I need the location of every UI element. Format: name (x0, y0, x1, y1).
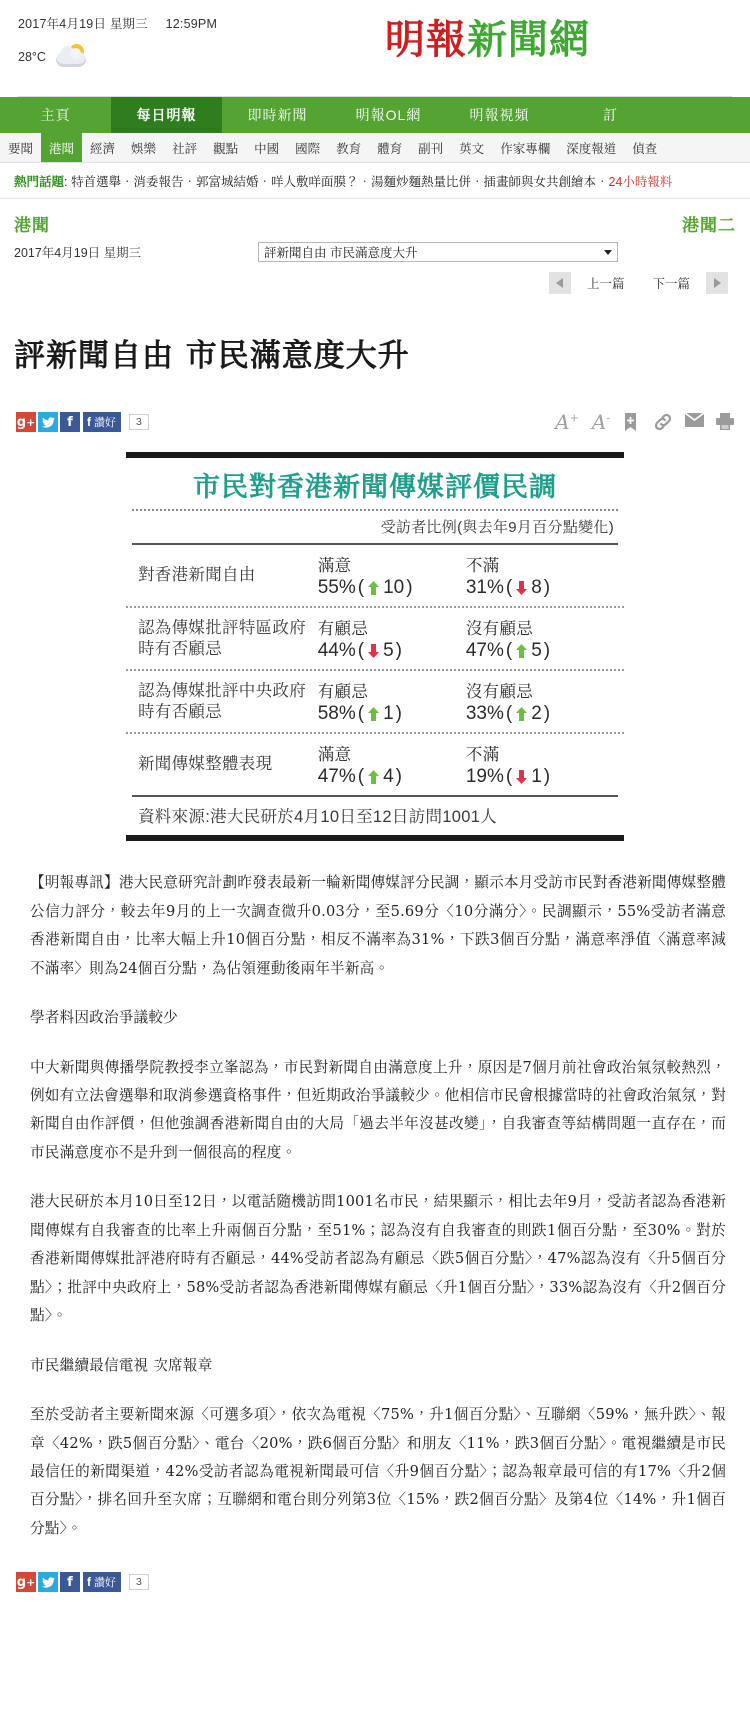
article-subheading: 學者料因政治爭議較少 (30, 1009, 178, 1027)
page-title: 評新聞自由 市民滿意度大升 (14, 337, 410, 374)
cell-value: 31% (465, 577, 504, 599)
site-logo[interactable] (385, 8, 590, 65)
hot-topics-highlight[interactable]: 24小時報料 (608, 175, 673, 189)
cell-change: 8 (531, 577, 542, 599)
cell-value-group (466, 577, 614, 599)
dateline (18, 14, 732, 32)
facebook-like-label: 讚好 (94, 417, 116, 430)
row-right-cell (466, 552, 614, 599)
facebook-icon[interactable]: f (60, 1572, 80, 1592)
article-select-value: 評新聞自由 市民滿意度大升 (264, 246, 418, 260)
cell-value-group (466, 766, 614, 788)
next-article-link[interactable]: 下一篇 (652, 277, 690, 291)
twitter-bird-glyph (42, 1577, 55, 1588)
google-plus-icon[interactable]: g + (16, 412, 36, 432)
nav-item-ol[interactable]: 明報OL網 (355, 107, 422, 123)
arrow-up-icon (368, 770, 379, 784)
chevron-down-icon (604, 250, 612, 255)
arrow-up-icon (368, 581, 379, 595)
cell-change: 2 (531, 703, 542, 725)
article-tools (555, 410, 734, 434)
subnav-item-economy[interactable]: 經濟 (90, 141, 116, 156)
facebook-f-icon: f (87, 415, 91, 430)
section-header (0, 199, 750, 238)
subnav-item-english[interactable]: 英文 (459, 141, 485, 156)
cell-paren-open: ( (357, 640, 365, 662)
row-category: 認為傳媒批評中央政府時有否顧忌 (138, 682, 306, 721)
article-select-dropdown[interactable] (258, 242, 618, 262)
share-count-badge: 3 (129, 1574, 149, 1590)
cell-value: 55% (317, 577, 356, 599)
row-left-cell (318, 741, 466, 788)
subnav-item-investigation[interactable]: 偵查 (632, 141, 658, 156)
article-paragraph: 中大新聞與傳播學院教授李立峯認為，市民對新聞自由滿意度上升，原因是7個月前社會政治氣氛較熱烈，例如有立法會選舉和取消參選資格事件，但近期政治爭議較少。他相信市民會根據當時的社會政治氣氛，對新聞自由作評價，但他強調香港新聞自由的大局「過去半年沒甚改變」，自我審查等結構問題一直存在，而市民滿意度亦不是升到一個很高的程度。 (30, 1058, 726, 1161)
hot-topics-bar (0, 163, 750, 199)
cell-change: 1 (383, 703, 394, 725)
cell-value-group (466, 703, 614, 725)
cell-change: 5 (383, 640, 394, 662)
cell-value-group (318, 703, 466, 725)
infographic-wrapper (0, 434, 750, 841)
share-bar-top (0, 400, 750, 434)
arrow-down-icon (368, 644, 379, 658)
cell-label: 滿意 (317, 557, 352, 576)
subnav-item-supplement[interactable]: 副刊 (418, 141, 444, 156)
subnav-item-editorial[interactable]: 社評 (172, 141, 198, 156)
subnav-item-entertainment[interactable]: 娛樂 (131, 141, 157, 156)
cell-value-group (466, 640, 614, 662)
sub-navigation (0, 133, 750, 163)
row-right-cell (466, 615, 614, 662)
main-navigation (0, 97, 750, 133)
hot-topics-label: 熱門話題 (14, 175, 65, 189)
temperature-label: 28°C (18, 50, 46, 64)
cell-paren-open: ( (357, 577, 365, 599)
subnav-item-viewpoint[interactable]: 觀點 (213, 141, 239, 156)
cell-label: 滿意 (317, 746, 352, 765)
row-category: 新聞傳媒整體表現 (138, 755, 273, 774)
share-count-badge: 3 (129, 414, 149, 430)
section-title-right: 港聞二 (682, 216, 736, 235)
cell-value-group (318, 766, 466, 788)
cell-label: 有顧忌 (317, 683, 369, 702)
cell-label: 沒有顧忌 (465, 683, 534, 702)
nav-item-subscribe[interactable]: 訂 (603, 107, 618, 123)
cell-paren-close: ) (543, 577, 551, 599)
facebook-like-button[interactable] (83, 412, 121, 432)
subnav-item-hongkong[interactable]: 港聞 (41, 133, 82, 162)
cell-label: 不滿 (465, 557, 500, 576)
arrow-up-icon (516, 707, 527, 721)
cell-paren-close: ) (406, 577, 413, 599)
cell-change: 1 (531, 766, 542, 788)
arrow-down-icon (516, 770, 527, 784)
row-category: 認為傳媒批評特區政府時有否顧忌 (138, 619, 306, 658)
cell-value: 44% (317, 640, 356, 662)
font-decrease-button[interactable]: A- (591, 410, 610, 435)
nav-item-daily[interactable]: 每日明報 (111, 97, 222, 133)
chart-source: 資料來源:港大民研於4月10日至12日訪問1001人 (132, 795, 618, 835)
current-time: 12:59PM (165, 17, 218, 31)
cell-value: 19% (465, 766, 504, 788)
current-date: 2017年4月19日 星期三 (18, 17, 148, 31)
cell-paren-open: ( (505, 766, 513, 788)
hot-topics-colon: : (64, 175, 71, 189)
article-pager (0, 262, 750, 294)
twitter-bird-glyph (42, 417, 55, 428)
article-subheading: 市民繼續最信電視 次席報章 (30, 1356, 213, 1374)
row-left-cell (318, 552, 466, 599)
facebook-f-icon: f (87, 1575, 91, 1590)
font-increase-label: A (555, 410, 570, 435)
cell-paren-close: ) (395, 640, 402, 662)
subnav-item-columnists[interactable]: 作家專欄 (500, 141, 551, 156)
nav-item-instant-news[interactable]: 即時新聞 (247, 107, 308, 123)
hot-topics-items[interactable]: 特首選舉．消委報告．郭富城結婚．咩人敷咩面膜？．湯麵炒麵熱量比併．插畫師與女共創繪本． (70, 175, 609, 189)
social-buttons (16, 412, 149, 432)
logo-text-green: 新聞網 (467, 16, 590, 63)
facebook-like-button[interactable] (83, 1572, 121, 1592)
cell-label: 有顧忌 (317, 620, 369, 639)
cell-paren-close: ) (395, 766, 402, 788)
cell-value: 58% (317, 703, 356, 725)
article-paragraph: 【明報專訊】港大民意研究計劃昨發表最新一輪新聞傳媒評分民調，顯示本月受訪市民對香港新聞傳媒整體公信力評分，較去年9月的上一次調查微升0.03分，至5.69分〈10分滿分〉。民調顯示，55%受訪者滿意香港新聞自由，比率大幅上升10個百分點，相反不滿率為31%，下跌3個百分點，滿意率淨值〈滿意率減不滿率〉則為24個百分點，為佔領運動後兩年半新高。 (30, 874, 726, 977)
cell-change: 5 (531, 640, 542, 662)
section-title-left: 港聞 (14, 216, 50, 235)
row-category: 對香港新聞自由 (138, 566, 256, 585)
twitter-icon[interactable] (38, 412, 58, 432)
cell-paren-open: ( (505, 640, 513, 662)
chart-title: 市民對香港新聞傳媒評價民調 (193, 472, 557, 504)
subnav-item-education[interactable]: 教育 (336, 141, 362, 156)
table-row (126, 669, 624, 732)
font-increase-button[interactable]: A+ (555, 410, 579, 435)
poll-infographic (126, 452, 624, 841)
cell-change: 10 (383, 577, 405, 599)
arrow-up-icon (368, 707, 379, 721)
row-right-cell (466, 678, 614, 725)
cell-change: 4 (383, 766, 394, 788)
subnav-item-china[interactable]: 中國 (254, 141, 280, 156)
cell-value: 47% (465, 640, 504, 662)
next-arrow-icon[interactable] (706, 272, 728, 294)
chart-subtitle: 受訪者比例(與去年9月百分點變化) (380, 519, 614, 537)
nav-item-video[interactable]: 明報視頻 (469, 107, 530, 123)
table-row (126, 545, 624, 606)
link-icon[interactable] (654, 413, 672, 431)
arrow-up-icon (516, 644, 527, 658)
article-paragraph: 港大民研於本月10日至12日，以電話隨機訪問1001名市民，結果顯示，相比去年9月，受訪者認為香港新聞傳媒有自我審查的比率上升兩個百分點，至51%；認為沒有自我審查的則跌1個百分點，至30%。對於香港新聞傳媒批評港府時有否顧忌，44%受訪者認為有顧忌〈跌5個百分點〉，47%認為沒有〈升5個百分點〉；批評中央政府上，58%受訪者認為香港新聞傳媒有顧忌〈升1個百分點〉，33%認為沒有〈升2個百分點〉。 (30, 1193, 726, 1325)
article-date: 2017年4月19日 星期三 (14, 246, 142, 260)
weather-widget (18, 44, 732, 70)
row-left-cell (318, 678, 466, 725)
table-row (126, 606, 624, 669)
email-icon[interactable] (685, 413, 703, 431)
cell-value-group (318, 640, 466, 662)
cell-value-group (318, 577, 466, 599)
social-buttons-bottom (16, 1572, 734, 1592)
bookmark-icon[interactable] (623, 413, 641, 431)
facebook-icon[interactable]: f (60, 412, 80, 432)
row-right-cell (466, 741, 614, 788)
cell-value: 33% (465, 703, 504, 725)
cell-label: 不滿 (465, 746, 500, 765)
cell-value: 47% (317, 766, 356, 788)
cell-paren-close: ) (543, 766, 551, 788)
cell-paren-open: ( (357, 703, 365, 725)
nav-item-home[interactable]: 主頁 (40, 107, 71, 123)
logo-text-red: 明報 (385, 16, 467, 63)
subnav-item-indepth[interactable]: 深度報道 (566, 141, 617, 156)
google-plus-icon[interactable]: g + (16, 1572, 36, 1592)
cell-paren-open: ( (505, 703, 513, 725)
facebook-like-label: 讚好 (94, 1577, 116, 1590)
cell-paren-close: ) (543, 640, 551, 662)
subnav-item-headline[interactable]: 要聞 (8, 141, 34, 156)
cell-paren-close: ) (543, 703, 551, 725)
table-row (126, 732, 624, 795)
partly-cloudy-icon (56, 44, 90, 70)
cell-label: 沒有顧忌 (465, 620, 534, 639)
article-paragraph: 至於受訪者主要新聞來源〈可選多項〉，依次為電視〈75%，升1個百分點〉、互聯網〈59%，無升跌〉、報章〈42%，跌5個百分點〉、電台〈20%，跌6個百分點〉和朋友〈11%，跌3個百分點〉。電視繼續是市民最信任的新聞渠道，42%受訪者認為電視新聞最可信〈升9個百分點〉；認為報章最可信的有17%〈升2個百分點〉，排名回升至次席；互聯網和電台則分列第3位〈15%，跌2個百分點〉及第4位〈14%，升1個百分點〉。 (30, 1406, 726, 1537)
row-left-cell (318, 615, 466, 662)
cell-paren-close: ) (395, 703, 402, 725)
print-icon[interactable] (716, 413, 734, 431)
top-bar (0, 0, 750, 96)
prev-arrow-icon[interactable] (549, 272, 571, 294)
prev-article-link[interactable]: 上一篇 (586, 277, 625, 291)
cell-paren-open: ( (505, 577, 513, 599)
subnav-item-international[interactable]: 國際 (295, 141, 321, 156)
arrow-down-icon (516, 581, 527, 595)
cell-paren-open: ( (357, 766, 365, 788)
font-decrease-label: A (591, 410, 607, 435)
subnav-item-sports[interactable]: 體育 (377, 141, 403, 156)
article-selector-row (0, 238, 750, 262)
share-bar-bottom (0, 1564, 750, 1592)
article-body (0, 841, 750, 1543)
twitter-icon[interactable] (38, 1572, 58, 1592)
